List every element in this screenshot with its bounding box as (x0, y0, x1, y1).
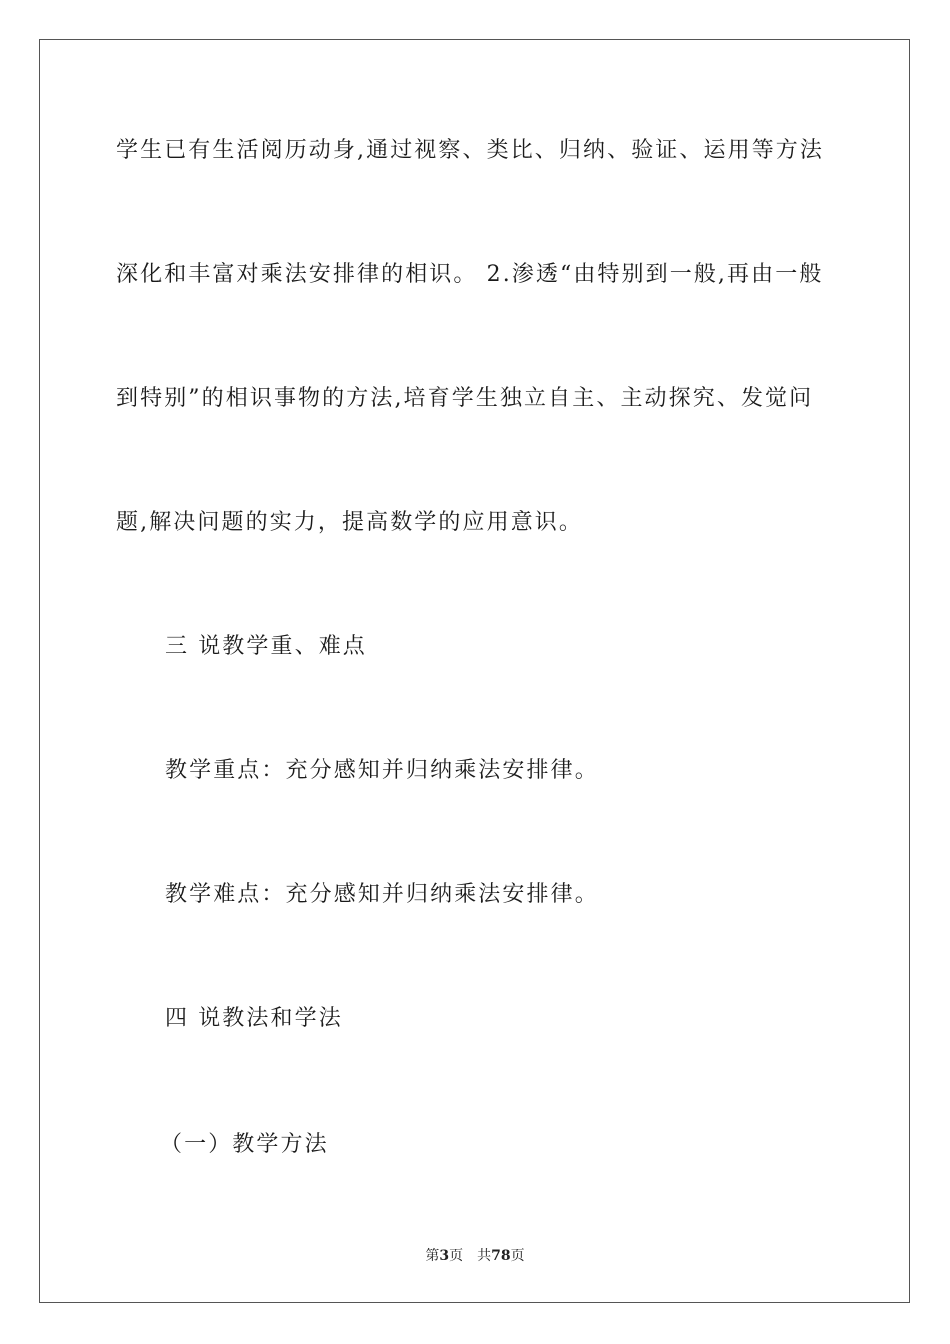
paragraph-line-4: 题,解决问题的实力，提高数学的应用意识。 (116, 510, 583, 535)
key-point-text: 教学重点：充分感知并归纳乘法安排律。 (165, 758, 599, 783)
paragraph-line-1: 学生已有生活阅历动身,通过视察、类比、归纳、验证、运用等方法 (116, 138, 824, 163)
total-prefix: 共 (477, 1248, 492, 1264)
teaching-method-heading: （一）教学方法 (160, 1132, 329, 1157)
total-suffix: 页 (510, 1248, 525, 1264)
page-footer (0, 1247, 950, 1265)
page-number: 3 (439, 1248, 450, 1264)
section-3-heading: 三 说教学重、难点 (165, 634, 367, 659)
total-pages: 78 (491, 1248, 511, 1264)
page-prefix: 第 (425, 1248, 440, 1264)
page-suffix: 页 (449, 1248, 464, 1264)
paragraph-line-3: 到特别”的相识事物的方法,培育学生独立自主、主动探究、发觉问 (116, 386, 814, 411)
page-frame (39, 39, 910, 1303)
section-4-heading: 四 说教法和学法 (165, 1006, 343, 1031)
paragraph-line-2: 深化和丰富对乘法安排律的相识。 2.渗透“由特别到一般,再由一般 (116, 262, 824, 287)
difficult-point-text: 教学难点：充分感知并归纳乘法安排律。 (165, 882, 599, 907)
